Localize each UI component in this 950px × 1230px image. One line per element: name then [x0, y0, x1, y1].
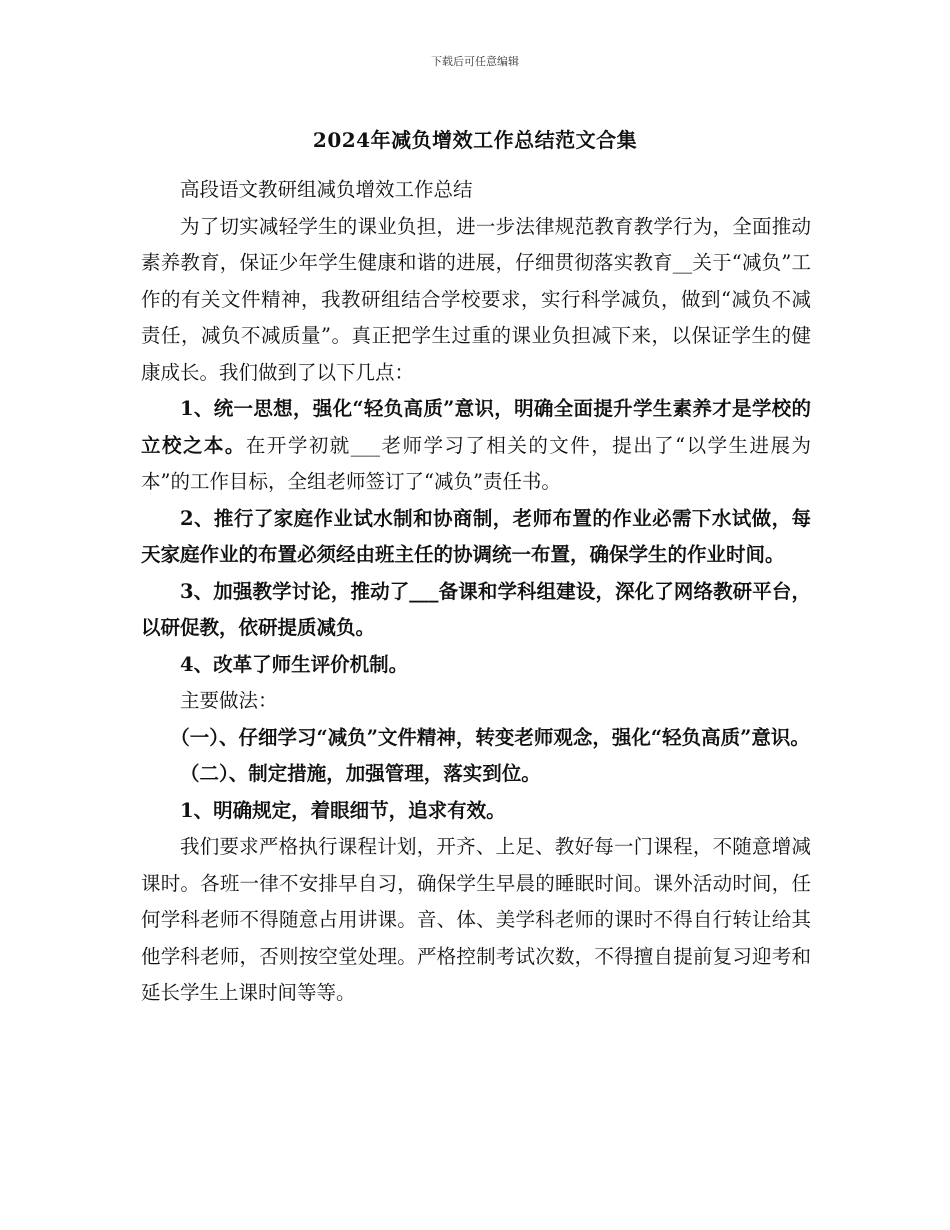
point-1-text: 在开学初就___老师学习了相关的文件，提出了“以学生进展为本”的工作目标，全组老师签订了“减负”责任书。	[141, 433, 811, 493]
document-subtitle: 高段语文教研组减负增效工作总结	[180, 178, 473, 201]
point-1-paragraph	[141, 391, 811, 501]
point-4-paragraph: 4、改革了师生评价机制。	[180, 652, 409, 676]
intro-paragraph: 为了切实减轻学生的课业负担，进一步法律规范教育教学行为，全面推动素养教育，保证少年学生健康和谐的进展，仔细贯彻落实教育__关于“减负”工作的有关文件精神，我教研组结合学校要求，实行科学减负，做到“减负不减责任，减负不减质量”。真正把学生过重的课业负担减下来，以保证学生的健康成长。我们做到了以下几点：	[141, 214, 811, 384]
point-1-heading: 1、统一思想，强化“轻负高质”意识，明确全面提升学生素养才是学校的立校之本。	[141, 397, 811, 457]
point-2-paragraph: 2、推行了家庭作业试水制和协商制，老师布置的作业必需下水试做，每天家庭作业的布置必须经由班主任的协调统一布置，确保学生的作业时间。	[141, 506, 811, 566]
main-methods-label: 主要做法：	[180, 689, 278, 712]
final-paragraph: 我们要求严格执行课程计划，开齐、上足、教好每一门课程，不随意增减课时。各班一律不安排早自习，确保学生早晨的睡眠时间。课外活动时间，任何学科老师不得随意占用讲课。音、体、美学科老师的课时不得自行转让给其他学科老师，否则按空堂处理。严格控制考试次数，不得擅自提前复习迎考和延长学生上课时间等等。	[141, 835, 811, 1004]
header-note: 下载后可任意编辑	[431, 55, 519, 68]
section-2-heading: （二）、制定措施，加强管理，落实到位。	[180, 762, 541, 785]
document-body	[141, 172, 811, 1012]
sub-point-1-heading: 1、明确规定，着眼细节，追求有效。	[180, 798, 506, 822]
document-title: 2024年减负增效工作总结范文合集	[312, 128, 638, 152]
section-1-heading: （一）、仔细学习“减负”文件精神，转变老师观念，强化“轻负高质”意识。	[170, 725, 810, 749]
point-3-paragraph: 3、加强教学讨论，推动了___备课和学科组建设，深化了网络教研平台，以研促教，依研提质减负。	[141, 579, 811, 639]
